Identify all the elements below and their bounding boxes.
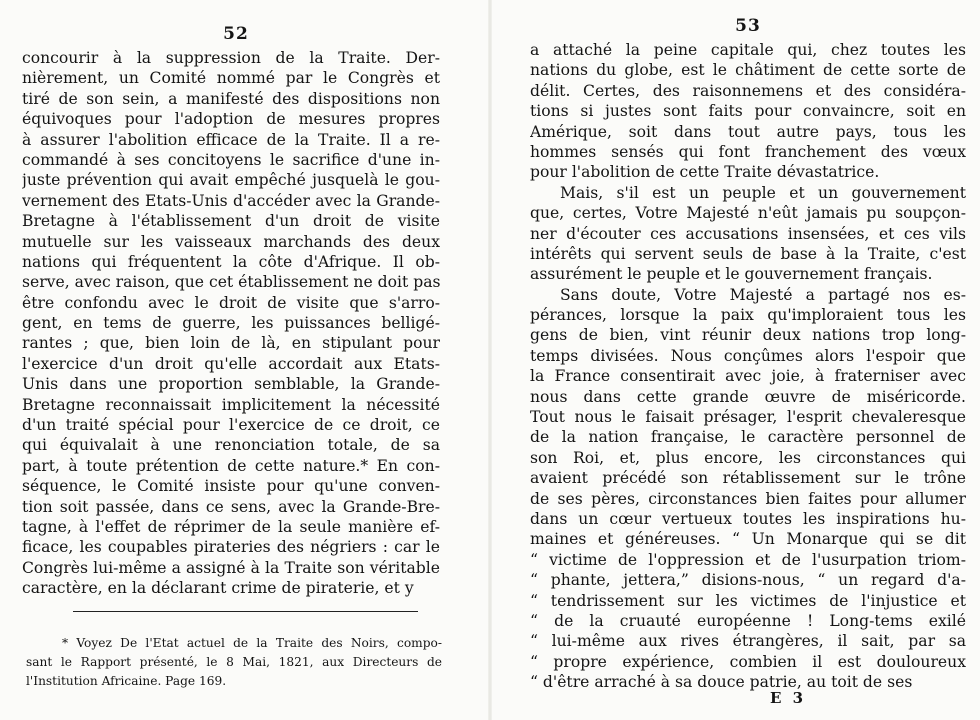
right_page-text-line: “ de la cruauté européenne ! Long-tems exilé	[530, 611, 966, 630]
left_page-text-line: Bretagne à l'établissement d'un droit de visite	[22, 212, 440, 231]
right_page-text-line: tions si justes sont faits pour convaincre, soit en	[530, 102, 966, 121]
left_page-text-line: qui équivalait à une renonciation totale, de sa	[22, 436, 440, 455]
left_page-text-line: d'un traité spécial pour l'exercice de ce droit, ce	[22, 416, 440, 435]
right_page-text-line: avaient précédé son rétablissement sur le trône	[530, 469, 966, 488]
right_page-text-line: que, certes, Votre Majesté n'eût jamais pu soupçon-	[530, 204, 966, 223]
left_page-text-line: part, à toute prétention de cette nature.* En con-	[22, 456, 440, 475]
right_page-text-line: son Roi, et, plus encore, les circonstances qui	[530, 448, 966, 467]
left_page-text-line: Unis dans une proportion semblable, la Grande-	[22, 375, 440, 394]
right_page-text-line: intérêts qui servent seuls de base à la Traite, c'est	[530, 244, 966, 263]
right_page-text-line: assurément le peuple et le gouvernement français.	[530, 265, 933, 284]
left_page-text-line: Congrès lui-même a assigné à la Traite son véritable	[22, 558, 440, 577]
left-page-body	[22, 48, 440, 599]
left_page-text-line: Bretagne reconnaissait implicitement la nécessité	[22, 395, 440, 414]
right_page-text-line: a attaché la peine capitale qui, chez toutes les	[530, 41, 966, 59]
right_page-text-line: “ d'être arraché à sa douce patrie, au toit de ses	[530, 673, 913, 692]
left_page-text-line: juste prévention qui avait empêché jusquelà le gou-	[22, 171, 440, 190]
left_page-text-line: caractère, en la déclarant crime de piraterie, et y	[22, 579, 414, 598]
right_page-text-line: Amérique, soit dans tout autre pays, tous les	[530, 122, 966, 141]
footnote	[26, 634, 442, 691]
left_page-text-line: équivoques pour l'adoption de mesures propres	[22, 110, 440, 129]
right_page-text-line: “ propre expérience, combien il est douloureux	[530, 652, 966, 671]
left_page-text-line: tion soit passée, dans ce sens, avec la Grande-Bre-	[22, 497, 440, 516]
right_page-text-line: Sans doute, Votre Majesté a partagé nos es-	[560, 285, 966, 304]
left_page-text-line: tiré de son sein, a manifesté des dispositions non	[22, 89, 440, 108]
left_page-text-line: tagne, à l'effet de réprimer de la seule manière ef-	[22, 517, 440, 536]
right_page-text-line: gens de bien, vint réunir deux nations trop long-	[530, 326, 966, 345]
right_page-text-line: maines et généreuses. “ Un Monarque qui se dit	[530, 530, 966, 549]
right_page-text-line: “ phante, jettera,” disions-nous, “ un regard d'a-	[530, 571, 966, 590]
right_page-text-line: nous dans cette grande œuvre de miséricorde.	[530, 387, 966, 406]
right-page	[490, 0, 980, 720]
right-page-body	[530, 40, 966, 693]
right_page-text-line: “ tendrissement sur les victimes de l'injustice et	[530, 591, 966, 610]
right_page-text-line: hommes sensés qui font franchement des vœux	[530, 142, 966, 161]
signature-mark: E 3	[770, 689, 807, 707]
left-page-number: 52	[223, 24, 249, 44]
footnote-line: * Voyez De l'Etat actuel de la Traite des Noirs, compo-	[62, 636, 442, 650]
left_page-text-line: l'exercice d'un droit qu'elle accordait aux Etats-	[22, 354, 440, 373]
right_page-text-line: de ses pères, circonstances bien faites pour allumer	[530, 489, 966, 508]
right-page-number: 53	[735, 16, 761, 36]
left_page-text-line: nièrement, un Comité nommé par le Congrès et	[22, 69, 440, 88]
left_page-text-line: nations qui fréquentent la côte d'Afrique. Il ob-	[22, 252, 440, 271]
left_page-text-line: gent, en tems de guerre, les puissances belligé-	[22, 314, 440, 333]
right_page-text-line: ner d'écouter ces accusations insensées, et ces vils	[530, 224, 966, 243]
right_page-text-line: pérances, lorsque la paix qu'imploraient tous les	[530, 306, 966, 325]
left_page-text-line: à assurer l'abolition efficace de la Traite. Il a re-	[22, 130, 440, 149]
left_page-text-line: être confondu avec le droit de visite que s'arro-	[22, 293, 440, 312]
right_page-text-line: la France consentirait avec joie, à fraterniser avec	[530, 367, 966, 386]
left_page-text-line: commandé à ses concitoyens le sacrifice d'une in-	[22, 150, 440, 169]
right_page-text-line: dans un cœur vertueux toutes les inspirations hu-	[530, 509, 966, 528]
right_page-text-line: Tout nous le faisait présager, l'esprit chevaleresque	[530, 408, 966, 427]
footnote-rule	[73, 611, 418, 612]
left_page-text-line: concourir à la suppression de la Traite. Der-	[22, 49, 440, 67]
footnote-line: sant le Rapport présenté, le 8 Mai, 1821, aux Directeurs de	[26, 655, 442, 669]
left_page-text-line: séquence, le Comité insiste pour qu'une conven-	[22, 477, 440, 496]
right_page-text-line: temps divisées. Nous conçûmes alors l'espoir que	[530, 346, 966, 365]
right_page-text-line: délit. Certes, des raisonnemens et des considéra-	[530, 81, 966, 100]
right_page-text-line: nations du globe, est le châtiment de cette sorte de	[530, 61, 966, 80]
footnote-line: l'Institution Africaine. Page 169.	[26, 674, 227, 688]
right_page-text-line: pour l'abolition de cette Traite dévastatrice.	[530, 163, 880, 182]
right_page-text-line: “ victime de l'oppression et de l'usurpation triom-	[530, 550, 966, 569]
left_page-text-line: mutuelle sur les vaisseaux marchands des deux	[22, 232, 440, 251]
right_page-text-line: Mais, s'il est un peuple et un gouvernement	[560, 183, 966, 202]
left_page-text-line: ficace, les coupables pirateries des négriers : car le	[22, 538, 440, 557]
right_page-text-line: “ lui-même aux rives étrangères, il sait, par sa	[530, 632, 966, 651]
left_page-text-line: rantes ; que, bien loin de là, en stipulant pour	[22, 334, 440, 353]
right_page-text-line: de la nation française, le caractère personnel de	[530, 428, 966, 447]
left_page-text-line: serve, avec raison, que cet établissement ne doit pas	[22, 273, 440, 292]
left_page-text-line: vernement des Etats-Unis d'accéder avec la Grande-	[22, 191, 440, 210]
